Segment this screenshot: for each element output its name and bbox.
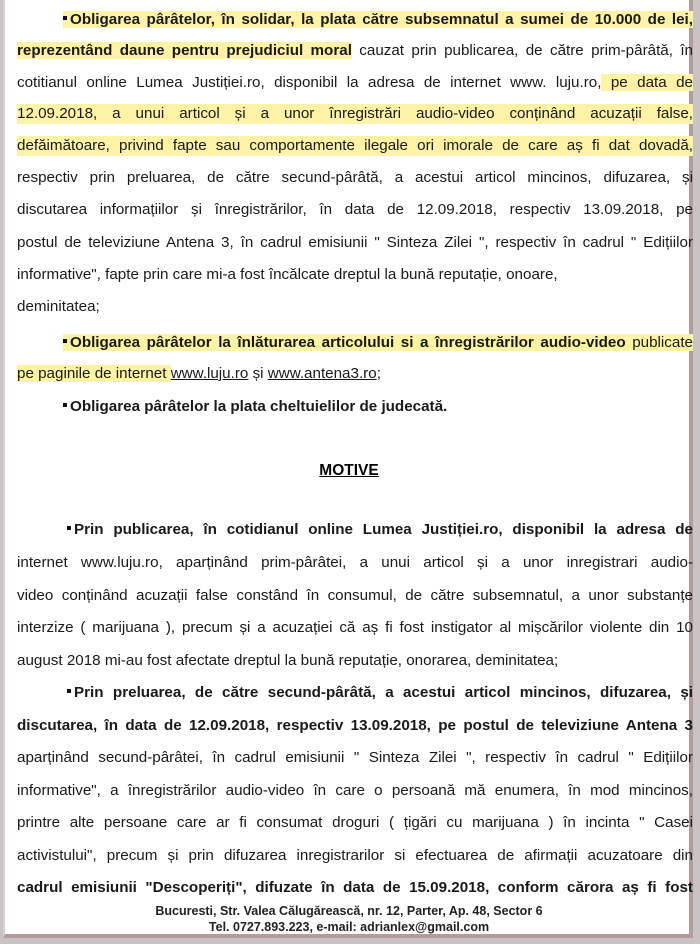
- petition-1-line-5: defăimătoare, privind fapte sau comportamente ilegale ori imorale de care aș fi dat dovadă,: [17, 137, 693, 154]
- bullet-icon: [63, 10, 70, 30]
- petition-1-line-7: discutarea informațiilor și înregistrărilor, în data de 12.09.2018, respectiv 13.09.2018, pe: [17, 201, 693, 218]
- document-page: [3, 0, 693, 938]
- footer-address: Bucuresti, Str. Valea Călugărească, nr. 12, Parter, Ap. 48, Sector 6: [155, 904, 543, 918]
- petition-1-line-10: deminitatea;: [17, 298, 100, 315]
- footer-contact: Tel. 0727.893.223, e-mail: adrianlex@gmail.com: [208, 920, 490, 934]
- petition-1-line-1: Obligarea pârâtelor, în solidar, la plata către subsemnatul a sumei de 10.000 de lei,: [17, 10, 693, 30]
- motive-2-line-2: discutarea, în data de 12.09.2018, respectiv 13.09.2018, pe postul de televiziune Antena 3: [17, 717, 693, 734]
- luju-link[interactable]: www.luju.ro: [170, 365, 249, 382]
- petition-1-line-3: cotitianul online Lumea Justiției.ro, disponibil la adresa de internet www. luju.ro, pe data de: [17, 74, 693, 91]
- motive-1-line-3: video conținând acuzații false constând în consumul, de către subsemnatul, a unor substanțe: [17, 587, 693, 604]
- motive-1-line-1: Prin publicarea, în cotidianul online Lumea Justiției.ro, disponibil la adresa de: [17, 520, 693, 540]
- bullet-icon: [63, 333, 70, 353]
- motive-2-line-1: Prin preluarea, de către secund-pârâtă, a acestui articol mincinos, difuzarea, și: [17, 683, 693, 703]
- petition-1-line-9: informative", fapte prin care mi-a fost încălcate dreptul la bună reputație, onoare,: [17, 266, 558, 283]
- motive-2-line-6: activistului", precum și prin difuzarea inregistrarilor si efectuarea de afirmații acuzatoare din: [17, 847, 693, 864]
- petition-1-line-2: reprezentând daune pentru prejudiciul moral cauzat prin publicarea, de către prim-pârâtă, în: [17, 42, 693, 59]
- motive-1-line-2: internet www.luju.ro, aparținând prim-pârâtei, a unui articol și a unor inregistrari audio-: [17, 554, 693, 571]
- motive-2-line-4: informative", a înregistrărilor audio-video în care o persoană mă enumera, în mod mincinos,: [17, 782, 693, 799]
- motive-2-line-5: printre alte persoane care ar fi consumat droguri ( țigări cu marijuana ) în incinta " Casei: [17, 814, 693, 831]
- motive-1-line-4: interzize ( marijuana ), precum și a acuzației că aș fi fost instigator al mișcărilor violente din 10: [17, 619, 693, 636]
- motive-2-line-7: cadrul emisiunii "Descoperiți", difuzate în data de 15.09.2018, conform cărora aș fi fost: [17, 879, 693, 896]
- section-title: MOTIVE: [319, 462, 379, 479]
- antena3-link[interactable]: www.antena3.ro: [267, 365, 377, 382]
- bullet-icon: [67, 520, 74, 540]
- petition-1-line-6: respectiv prin preluarea, de către secund-pârâtă, a acestui articol mincinos, difuzarea, și: [17, 169, 693, 186]
- petition-2-line-2: pe paginile de internet www.luju.ro și www.antena3.ro;: [17, 365, 381, 382]
- motive-2-line-3: aparținând secund-pârâtei, în cadrul emisiunii " Sinteza Zilei ", respectiv în cadrul " Edițiilor: [17, 749, 693, 766]
- bullet-icon: [63, 397, 70, 417]
- petition-3: Obligarea pârâtelor la plata cheltuielilor de judecată.: [17, 397, 700, 417]
- petition-2-line-1: Obligarea pârâtelor la înlăturarea articolului si a înregistrărilor audio-video publicate: [17, 333, 693, 353]
- bullet-icon: [67, 683, 74, 703]
- motive-1-line-5: august 2018 mi-au fost afectate dreptul la bună reputație, onorarea, deminitatea;: [17, 652, 559, 669]
- petition-1-line-8: postul de televiziune Antena 3, în cadrul emisiunii " Sinteza Zilei ", respectiv în cadrul " Edițiilor: [17, 234, 693, 251]
- petition-1-line-4: 12.09.2018, a unui articol și a unor înregistrări audio-video conținând acuzații false,: [17, 105, 693, 122]
